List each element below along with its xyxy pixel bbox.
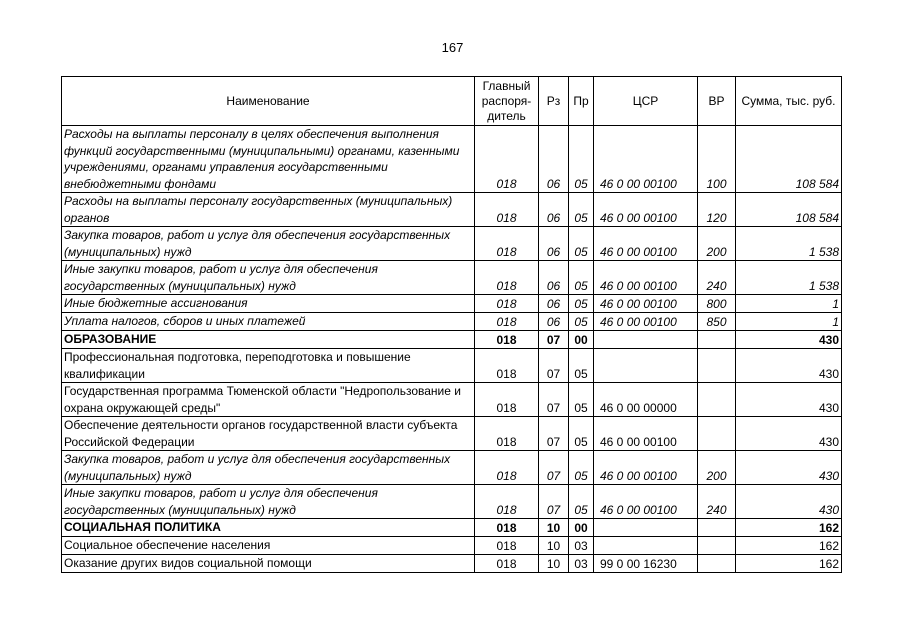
cell-pr: 05: [569, 417, 594, 451]
cell-csr: 46 0 00 00100: [594, 451, 698, 485]
cell-name: Профессиональная подготовка, переподготовка и повышение квалификации: [62, 349, 475, 383]
cell-csr: [594, 519, 698, 537]
cell-rz: 10: [539, 555, 569, 573]
cell-sum: 1: [736, 313, 842, 331]
cell-rz: 07: [539, 331, 569, 349]
cell-sum: 1 538: [736, 227, 842, 261]
header-pr: Пр: [569, 77, 594, 126]
cell-rz: 07: [539, 417, 569, 451]
cell-sum: 430: [736, 331, 842, 349]
cell-csr: 46 0 00 00100: [594, 313, 698, 331]
cell-pr: 05: [569, 485, 594, 519]
cell-name: Обеспечение деятельности органов государственной власти субъекта Российской Федерации: [62, 417, 475, 451]
cell-pr: 05: [569, 313, 594, 331]
header-rz: Рз: [539, 77, 569, 126]
cell-name: Иные закупки товаров, работ и услуг для обеспечения государственных (муниципальных) нужд: [62, 261, 475, 295]
cell-vr: 240: [698, 485, 736, 519]
cell-name: Закупка товаров, работ и услуг для обеспечения государственных (муниципальных) нужд: [62, 227, 475, 261]
cell-sum: 430: [736, 383, 842, 417]
cell-sum: 162: [736, 537, 842, 555]
cell-name: Расходы на выплаты персоналу в целях обеспечения выполнения функций государственными (муниципальными) органами, казенными учреждениями, органами управления государственными внебюджетными фондами: [62, 126, 475, 193]
cell-vr: 850: [698, 313, 736, 331]
cell-rz: 07: [539, 451, 569, 485]
cell-vr: [698, 349, 736, 383]
cell-main-manager: 018: [475, 193, 539, 227]
table-row: [62, 417, 842, 451]
cell-sum: 162: [736, 555, 842, 573]
cell-pr: 05: [569, 193, 594, 227]
cell-main-manager: 018: [475, 227, 539, 261]
cell-name: Закупка товаров, работ и услуг для обеспечения государственных (муниципальных) нужд: [62, 451, 475, 485]
cell-sum: 1: [736, 295, 842, 313]
cell-rz: 06: [539, 261, 569, 295]
cell-main-manager: 018: [475, 537, 539, 555]
cell-main-manager: 018: [475, 261, 539, 295]
header-csr: ЦСР: [594, 77, 698, 126]
cell-pr: 05: [569, 349, 594, 383]
table-row: [62, 537, 842, 555]
cell-csr: [594, 349, 698, 383]
cell-sum: 108 584: [736, 193, 842, 227]
cell-csr: 99 0 00 16230: [594, 555, 698, 573]
cell-rz: 07: [539, 383, 569, 417]
cell-name: Государственная программа Тюменской области "Недропользование и охрана окружающей среды": [62, 383, 475, 417]
cell-pr: 05: [569, 451, 594, 485]
cell-vr: [698, 331, 736, 349]
cell-csr: 46 0 00 00100: [594, 227, 698, 261]
cell-pr: 03: [569, 537, 594, 555]
cell-name: Социальное обеспечение населения: [62, 537, 475, 555]
cell-pr: 05: [569, 261, 594, 295]
table-row: [62, 227, 842, 261]
cell-main-manager: 018: [475, 451, 539, 485]
cell-main-manager: 018: [475, 519, 539, 537]
cell-sum: 162: [736, 519, 842, 537]
cell-name: СОЦИАЛЬНАЯ ПОЛИТИКА: [62, 519, 475, 537]
table-row: [62, 295, 842, 313]
table-header-row: [62, 77, 842, 126]
cell-pr: 05: [569, 227, 594, 261]
cell-rz: 06: [539, 227, 569, 261]
table-row: [62, 313, 842, 331]
cell-vr: 120: [698, 193, 736, 227]
table-row: [62, 261, 842, 295]
cell-csr: [594, 537, 698, 555]
cell-rz: 06: [539, 295, 569, 313]
cell-name: ОБРАЗОВАНИЕ: [62, 331, 475, 349]
table-row: [62, 331, 842, 349]
table-body: [62, 126, 842, 573]
cell-csr: 46 0 00 00100: [594, 417, 698, 451]
cell-vr: 200: [698, 451, 736, 485]
table-row: [62, 126, 842, 193]
cell-main-manager: 018: [475, 126, 539, 193]
cell-name: Расходы на выплаты персоналу государственных (муниципальных) органов: [62, 193, 475, 227]
cell-rz: 10: [539, 537, 569, 555]
cell-rz: 06: [539, 313, 569, 331]
cell-sum: 430: [736, 451, 842, 485]
cell-name: Иные бюджетные ассигнования: [62, 295, 475, 313]
cell-vr: [698, 555, 736, 573]
cell-main-manager: 018: [475, 313, 539, 331]
cell-name: Оказание других видов социальной помощи: [62, 555, 475, 573]
cell-pr: 00: [569, 331, 594, 349]
table-row: [62, 383, 842, 417]
header-name: Наименование: [62, 77, 475, 126]
cell-vr: 200: [698, 227, 736, 261]
header-main-manager: Главный распоря-дитель: [475, 77, 539, 126]
cell-csr: 46 0 00 00100: [594, 485, 698, 519]
cell-pr: 05: [569, 383, 594, 417]
cell-csr: 46 0 00 00000: [594, 383, 698, 417]
page-number: 167: [441, 40, 464, 55]
cell-vr: 100: [698, 126, 736, 193]
cell-rz: 07: [539, 485, 569, 519]
table-row: [62, 485, 842, 519]
cell-sum: 430: [736, 349, 842, 383]
cell-vr: 800: [698, 295, 736, 313]
budget-table: [61, 76, 842, 573]
cell-sum: 108 584: [736, 126, 842, 193]
cell-rz: 06: [539, 193, 569, 227]
cell-csr: 46 0 00 00100: [594, 261, 698, 295]
table-row: [62, 349, 842, 383]
cell-rz: 07: [539, 349, 569, 383]
cell-sum: 430: [736, 485, 842, 519]
cell-vr: [698, 537, 736, 555]
cell-pr: 05: [569, 295, 594, 313]
table-row: [62, 451, 842, 485]
cell-main-manager: 018: [475, 485, 539, 519]
cell-sum: 1 538: [736, 261, 842, 295]
cell-csr: 46 0 00 00100: [594, 295, 698, 313]
cell-csr: 46 0 00 00100: [594, 193, 698, 227]
cell-csr: [594, 331, 698, 349]
cell-main-manager: 018: [475, 417, 539, 451]
cell-vr: [698, 417, 736, 451]
cell-vr: 240: [698, 261, 736, 295]
cell-rz: 06: [539, 126, 569, 193]
cell-pr: 03: [569, 555, 594, 573]
cell-rz: 10: [539, 519, 569, 537]
cell-pr: 00: [569, 519, 594, 537]
cell-main-manager: 018: [475, 555, 539, 573]
table-row: [62, 555, 842, 573]
cell-main-manager: 018: [475, 331, 539, 349]
cell-name: Уплата налогов, сборов и иных платежей: [62, 313, 475, 331]
cell-csr: 46 0 00 00100: [594, 126, 698, 193]
cell-main-manager: 018: [475, 295, 539, 313]
cell-main-manager: 018: [475, 383, 539, 417]
header-vr: ВР: [698, 77, 736, 126]
cell-vr: [698, 519, 736, 537]
header-sum: Сумма, тыс. руб.: [736, 77, 842, 126]
cell-main-manager: 018: [475, 349, 539, 383]
cell-sum: 430: [736, 417, 842, 451]
table-row: [62, 193, 842, 227]
table-row: [62, 519, 842, 537]
cell-name: Иные закупки товаров, работ и услуг для обеспечения государственных (муниципальных) нужд: [62, 485, 475, 519]
cell-vr: [698, 383, 736, 417]
cell-pr: 05: [569, 126, 594, 193]
